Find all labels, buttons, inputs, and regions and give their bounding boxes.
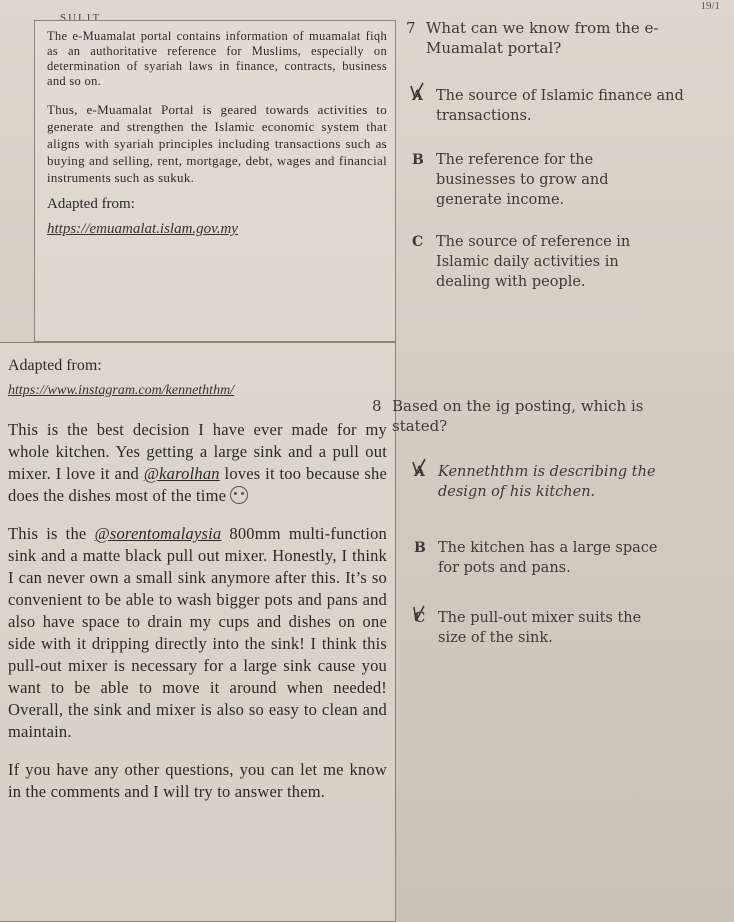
question-8 [372,396,722,436]
header-code: SULIT [60,12,102,24]
source-url-instagram: https://www.instagram.com/kenneththm/ [8,383,235,398]
ig-text: loves it too because she does the dishes most of the time [8,464,388,505]
question-number: 8 [372,397,382,415]
q8-option-b[interactable] [414,538,674,578]
ig-paragraph-1 [8,419,387,507]
option-letter: A [414,464,425,480]
ig-text: 800mm multi-function sink and a matte black pull out mixer. Honestly, I think I can never own a small sink anymore after this. It’s so convenient to be able to wash bigger pots and pans and also have space to drain my cups and dishes on one side with it dripping directly into the sink! I think this pull-out mixer is necessary for a large sink cause you want to be able to move it around when needed! Overall, the sink and mixer is also so easy to clean and maintain. [8,524,387,741]
emuamalat-paragraph-1: The e-Muamalat portal contains information of muamalat fiqh as an authoritative reference for Muslims, especially on determination of syariah laws in finance, contracts, business and so on. [47,29,387,88]
text-box-instagram [0,342,396,922]
q7-option-b[interactable] [412,150,622,210]
option-text: The pull-out mixer suits the size of the sink. [438,610,642,646]
q8-option-c[interactable] [414,608,674,648]
adapted-from-label: Adapted from: [8,357,102,374]
emuamalat-paragraph-2: Thus, e-Muamalat Portal is geared towards activities to generate and strengthen the Islamic economic system that aligns with syariah principles including transactions such as buying and selling, rent, mortgage, debt, wages and financial instruments such as sukuk. [47,102,387,185]
question-text: Based on the ig posting, which is [392,397,644,415]
option-letter: B [412,152,424,168]
mention-karolhan: @karolhan [143,464,220,483]
option-letter: C [414,610,426,626]
option-text: The source of Islamic finance and transactions. [436,88,684,124]
question-text: Muamalat portal? [426,39,562,57]
question-text: What can we know from the e- [426,19,659,37]
question-number: 7 [406,19,416,37]
option-text: The reference for the businesses to grow and generate income. [436,152,609,208]
ig-paragraph-3: If you have any other questions, you can let me know in the comments and I will try to answer them. [8,760,387,801]
q7-option-a[interactable] [412,86,712,126]
option-letter: A [412,88,423,104]
q8-option-a[interactable] [414,462,674,502]
option-letter: C [412,234,424,250]
option-text: Kenneththm is describing the design of his kitchen. [438,464,656,500]
ig-paragraph-2 [8,523,387,743]
adapted-from-label: Adapted from: [47,196,135,212]
ig-text: This is the [8,524,95,543]
ig-text: This is the best decision I have ever made for my whole kitchen. Yes getting a large sink and a pull out mixer. I love it and [8,420,387,483]
option-text: The kitchen has a large space for pots and pans. [438,540,658,576]
smiley-emoji-icon [230,486,248,504]
q7-option-c[interactable] [412,232,672,292]
corner-mark: 19/1 [700,0,720,12]
option-text: The source of reference in Islamic daily activities in dealing with people. [436,234,631,290]
question-text: stated? [392,417,448,435]
source-url-emuamalat: https://emuamalat.islam.gov.my [47,221,238,237]
question-7 [406,18,726,58]
text-box-emuamalat [34,20,396,342]
mention-sorentomalaysia: @sorentomalaysia [94,524,222,543]
option-letter: B [414,540,426,556]
